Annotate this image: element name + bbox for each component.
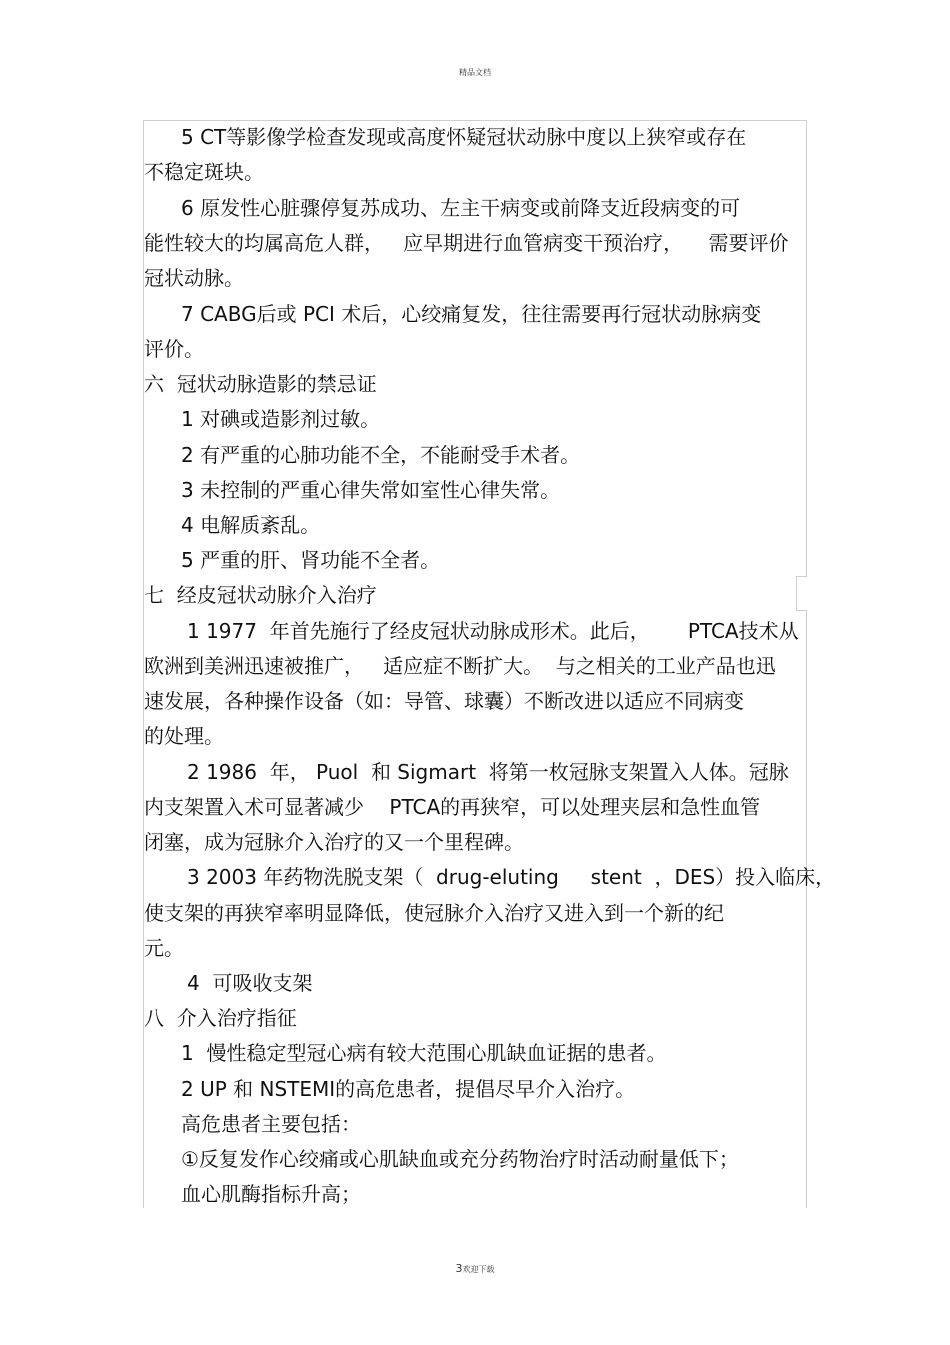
body-line: 不稳定斑块。: [144, 160, 264, 184]
body-line: 使支架的再狭窄率明显降低，使冠脉介入治疗又进入到一个新的纪: [144, 901, 724, 925]
body-line: 冠状动脉。: [144, 266, 244, 290]
body-line: 2 有严重的心肺功能不全，不能耐受手术者。: [181, 443, 581, 467]
body-line: 高危患者主要包括：: [181, 1112, 361, 1136]
body-line: 欧洲到美洲迅速被推广， 适应症不断扩大。 与之相关的工业产品也迅: [144, 654, 776, 678]
body-line: 能性较大的均属高危人群， 应早期进行血管病变干预治疗， 需要评价: [144, 231, 789, 255]
body-line: 1 1977 年首先施行了经皮冠状动脉成形术。此后， PTCA技术从: [187, 619, 799, 643]
body-line: 的处理。: [144, 724, 224, 748]
body-line: ①反复发作心绞痛或心肌缺血或充分药物治疗时活动耐量低下；: [181, 1147, 739, 1171]
body-line: 6 原发性心脏骤停复苏成功、左主干病变或前降支近段病变的可: [181, 196, 741, 220]
body-line: 3 未控制的严重心律失常如室性心律失常。: [181, 478, 561, 502]
section-heading: 八 介入治疗指征: [144, 1006, 297, 1030]
footer-text: 欢迎下载: [462, 1265, 495, 1274]
page-header: 精品文档: [459, 68, 491, 77]
body-line: 5 严重的肝、肾功能不全者。: [181, 548, 441, 572]
body-line: 元。: [144, 936, 184, 960]
body-line: 1 对碘或造影剂过敏。: [181, 407, 381, 431]
body-line: 4 可吸收支架: [187, 971, 313, 995]
body-line: 2 UP 和 NSTEMI的高危患者，提倡尽早介入治疗。: [181, 1077, 636, 1101]
frame-top-border: [143, 120, 806, 121]
body-line: 闭塞，成为冠脉介入治疗的又一个里程碑。: [144, 830, 524, 854]
body-line: 速发展，各种操作设备（如：导管、球囊）不断改进以适应不同病变: [144, 689, 744, 713]
body-line: 1 慢性稳定型冠心病有较大范围心肌缺血证据的患者。: [181, 1041, 667, 1065]
page-footer: [0, 1262, 950, 1275]
section-heading: 六 冠状动脉造影的禁忌证: [144, 372, 377, 396]
body-line: 内支架置入术可显著减少 PTCA的再狭窄，可以处理夹层和急性血管: [144, 795, 761, 819]
body-line: 2 1986 年， Puol 和 Sigmart 将第一枚冠脉支架置入人体。冠脉: [187, 760, 789, 784]
body-line: 5 CT等影像学检查发现或高度怀疑冠状动脉中度以上狭窄或存在: [181, 125, 747, 149]
body-line: 7 CABG后或 PCI 术后，心绞痛复发，往往需要再行冠状动脉病变: [181, 302, 762, 326]
section-heading: 七 经皮冠状动脉介入治疗: [144, 583, 377, 607]
body-line: 3 2003 年药物洗脱支架（ drug-eluting stent ，DES）投入临床，: [187, 865, 836, 889]
frame-right-border: [806, 120, 807, 1208]
body-line: 血心肌酶指标升高；: [181, 1182, 361, 1206]
body-line: 4 电解质紊乱。: [181, 513, 321, 537]
frame-notch: [796, 576, 807, 611]
page-number: 3: [455, 1262, 463, 1275]
body-line: 评价。: [144, 337, 204, 361]
